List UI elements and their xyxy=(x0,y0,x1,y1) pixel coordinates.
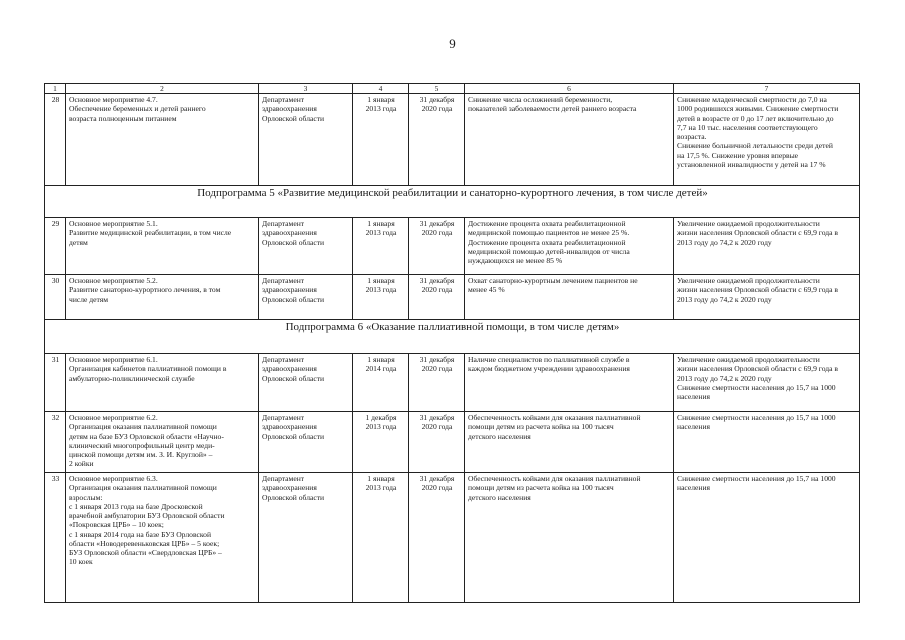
start-date-cell: 1 января 2013 года xyxy=(353,275,409,320)
executor-cell: Департамент здравоохранения Орловской области xyxy=(259,275,353,320)
table-row xyxy=(45,354,860,412)
start-date-cell: 1 января 2013 года xyxy=(353,94,409,186)
column-number: 4 xyxy=(353,84,409,94)
activity-cell: Основное мероприятие 4.7. Обеспечение беременных и детей раннего возраста полноценным питанием xyxy=(66,94,259,186)
results-cell: Снижение смертности населения до 15,7 на 1000 населения xyxy=(674,473,860,603)
executor-cell: Департамент здравоохранения Орловской области xyxy=(259,354,353,412)
results-cell: Снижение младенческой смертности до 7,0 на 1000 родившихся живыми. Снижение смертности детей в возрасте от 0 до 17 лет включительно до 7,7 на 10 тыс. населения соответствующего возраста. Снижение больничной летальности среди детей на 17,5 %. Снижение уровня впервые установленной инвалидности у детей на 17 % xyxy=(674,94,860,186)
executor-cell: Департамент здравоохранения Орловской области xyxy=(259,94,353,186)
activity-cell: Основное мероприятие 6.2. Организация оказания паллиативной помощи детям на базе БУЗ Орловской области «Научно- клинический многопрофильный центр меди- цинской помощи детям им. З. И. Круглой» – 2 койки xyxy=(66,412,259,473)
start-date-cell: 1 декабря 2013 года xyxy=(353,412,409,473)
activity-cell: Основное мероприятие 6.1. Организация кабинетов паллиативной помощи в амбулаторно-поликлинической службе xyxy=(66,354,259,412)
subprogram-title: Подпрограмма 6 «Оказание паллиативной помощи, в том числе детям» xyxy=(45,320,860,354)
indicators-cell: Снижение числа осложнений беременности, показателей заболеваемости детей раннего возраста xyxy=(465,94,674,186)
executor-cell: Департамент здравоохранения Орловской области xyxy=(259,218,353,275)
executor-cell: Департамент здравоохранения Орловской области xyxy=(259,473,353,603)
column-number: 1 xyxy=(45,84,66,94)
start-date-cell: 1 января 2014 года xyxy=(353,354,409,412)
end-date-cell: 31 декабря 2020 года xyxy=(409,473,465,603)
table-row xyxy=(45,218,860,275)
results-cell: Увеличение ожидаемой продолжительности жизни населения Орловской области с 69,9 года в 2013 году до 74,2 к 2020 году Снижение смертности населения до 15,7 на 1000 населения xyxy=(674,354,860,412)
results-cell: Снижение смертности населения до 15,7 на 1000 населения xyxy=(674,412,860,473)
row-number: 30 xyxy=(45,275,66,320)
program-activities-table xyxy=(44,83,860,603)
start-date-cell: 1 января 2013 года xyxy=(353,218,409,275)
subprogram-title: Подпрограмма 5 «Развитие медицинской реабилитации и санаторно-курортного лечения, в том числе детей» xyxy=(45,186,860,218)
row-number: 28 xyxy=(45,94,66,186)
row-number: 32 xyxy=(45,412,66,473)
page-number: 9 xyxy=(449,36,456,51)
indicators-cell: Обеспеченность койками для оказания паллиативной помощи детям из расчета койка на 100 тысяч детского населения xyxy=(465,473,674,603)
end-date-cell: 31 декабря 2020 года xyxy=(409,354,465,412)
column-number: 7 xyxy=(674,84,860,94)
table-row xyxy=(45,473,860,603)
activity-cell: Основное мероприятие 5.2. Развитие санаторно-курортного лечения, в том числе детям xyxy=(66,275,259,320)
row-number: 29 xyxy=(45,218,66,275)
end-date-cell: 31 декабря 2020 года xyxy=(409,275,465,320)
section-row xyxy=(45,186,860,218)
indicators-cell: Охват санаторно-курортным лечением пациентов не менее 45 % xyxy=(465,275,674,320)
table-row xyxy=(45,412,860,473)
indicators-cell: Наличие специалистов по паллиативной службе в каждом бюджетном учреждении здравоохранения xyxy=(465,354,674,412)
column-number: 2 xyxy=(66,84,259,94)
column-number: 5 xyxy=(409,84,465,94)
row-number: 31 xyxy=(45,354,66,412)
end-date-cell: 31 декабря 2020 года xyxy=(409,94,465,186)
start-date-cell: 1 января 2013 года xyxy=(353,473,409,603)
activity-cell: Основное мероприятие 6.3. Организация оказания паллиативной помощи взрослым: с 1 января 2013 года на базе Дросковской врачебной амбулатории БУЗ Орловской области «Покровская ЦРБ» – 10 коек; с 1 января 2014 года на базе БУЗ Орловской области «Новодеревеньковская ЦРБ» – 5 коек; БУЗ Орловской области «Свердловская ЦРБ» – 10 коек xyxy=(66,473,259,603)
indicators-cell: Обеспеченность койками для оказания паллиативной помощи детям из расчета койка на 100 тысяч детского населения xyxy=(465,412,674,473)
activity-cell: Основное мероприятие 5.1. Развитие медицинской реабилитации, в том числе детям xyxy=(66,218,259,275)
column-number: 3 xyxy=(259,84,353,94)
column-number: 6 xyxy=(465,84,674,94)
row-number: 33 xyxy=(45,473,66,603)
end-date-cell: 31 декабря 2020 года xyxy=(409,412,465,473)
executor-cell: Департамент здравоохранения Орловской области xyxy=(259,412,353,473)
column-number-row xyxy=(45,84,860,94)
results-cell: Увеличение ожидаемой продолжительности жизни населения Орловской области с 69,9 года в 2013 году до 74,2 к 2020 году xyxy=(674,218,860,275)
end-date-cell: 31 декабря 2020 года xyxy=(409,218,465,275)
table-row xyxy=(45,275,860,320)
results-cell: Увеличение ожидаемой продолжительности жизни населения Орловской области с 69,9 года в 2013 году до 74,2 к 2020 году xyxy=(674,275,860,320)
indicators-cell: Достижение процента охвата реабилитационной медицинской помощью пациентов не менее 25 %. Достижение процента охвата реабилитационной медицинской помощью детей-инвалидов от числа нуждающихся не менее 85 % xyxy=(465,218,674,275)
table-row xyxy=(45,94,860,186)
section-row xyxy=(45,320,860,354)
